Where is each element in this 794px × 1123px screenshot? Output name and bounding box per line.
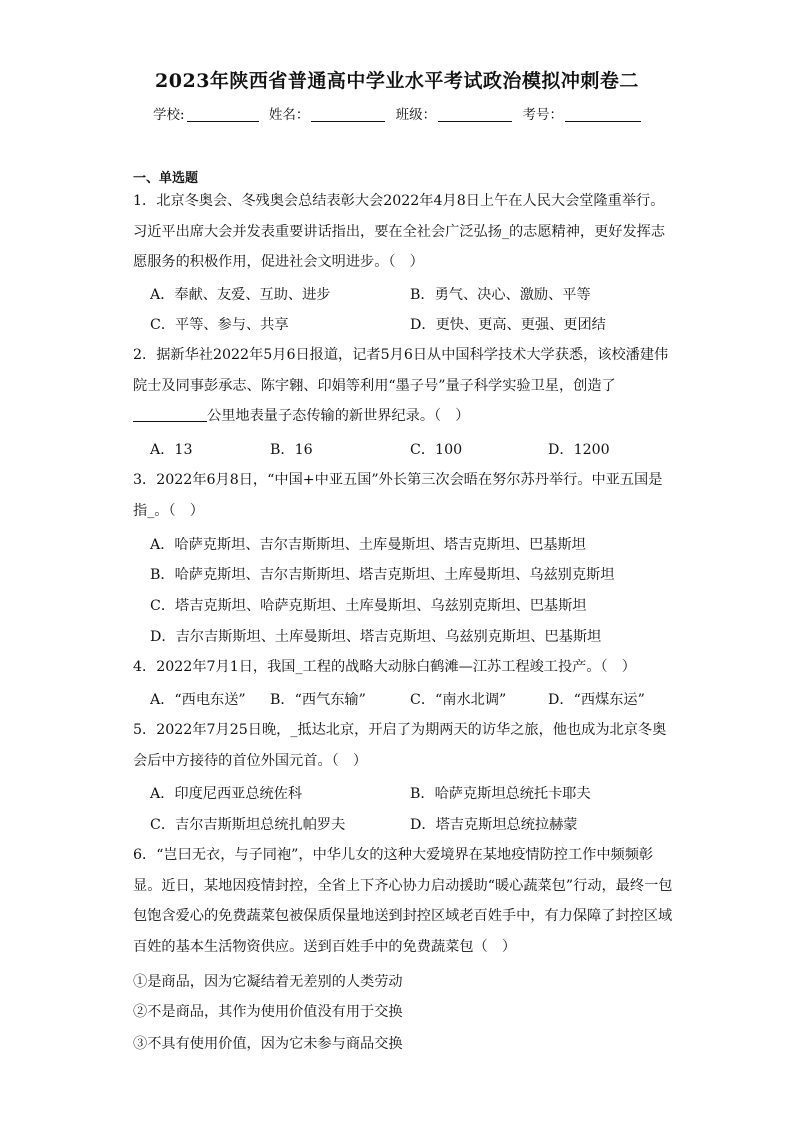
question-6-stem: 6．“岂曰无衣，与子同袍”，中华儿女的这种大爱境界在某地疫情防控工作中频频彰显。近日，某地因疫情封控，全省上下齐心协力启动援助“暖心蔬菜包”行动，最终一包包饱含爱心的免费蔬菜包被保质保量地送到封控区域老百姓手中，有力保障了封控区域百姓的基本生活物资供应。送到百姓手中的免费蔬菜包（ ） xyxy=(133,847,673,955)
question-2-stem xyxy=(133,340,673,432)
school-label: 学校: xyxy=(153,107,185,123)
school-blank xyxy=(187,120,259,122)
question-5-stem: 5．2022年7月25日晚，_抵达北京，开启了为期两天的访华之旅，他也成为北京冬奥会后中方接待的首位外国元首。（ ） xyxy=(133,722,667,769)
question-5-option-a: A．印度尼西亚总统佐科 xyxy=(150,786,303,802)
exam-no-field xyxy=(522,103,641,123)
class-field xyxy=(396,103,513,123)
name-blank xyxy=(311,120,385,122)
question-4-option-a: A．“西电东送” xyxy=(150,692,246,708)
question-2-option-d: D．1200 xyxy=(548,442,610,458)
exam-no-label: 考号： xyxy=(522,107,563,123)
name-field xyxy=(269,103,386,123)
name-label: 姓名： xyxy=(268,107,310,123)
question-1-option-d: D．更快、更高、更强、更团结 xyxy=(410,317,606,333)
question-2-option-c: C．100 xyxy=(410,442,463,458)
page-title: 2023年陕西省普通高中学业水平考试政治模拟冲刺卷二 xyxy=(155,70,639,92)
question-4-stem: 4．2022年7月1日，我国_工程的战略大动脉白鹤滩—江苏工程竣工投产。（ ） xyxy=(133,659,636,675)
question-1-option-a: A．奉献、友爱、互助、进步 xyxy=(150,287,331,303)
question-1-option-b: B．勇气、决心、激励、平等 xyxy=(410,287,591,303)
question-4-option-d: D．“西煤东运” xyxy=(548,692,645,708)
question-2-option-b: B．16 xyxy=(270,442,313,458)
section-heading: 一、单选题 xyxy=(133,171,199,186)
question-4-option-b: B．“西气东输” xyxy=(270,692,366,708)
student-info-line xyxy=(0,103,794,123)
question-3-option-d: D．吉尔吉斯斯坦、土库曼斯坦、塔吉克斯坦、乌兹别克斯坦、巴基斯坦 xyxy=(150,629,602,645)
question-6-statement-3: ③不具有使用价值，因为它未参与商品交换 xyxy=(133,1036,403,1052)
question-3-option-a: A．哈萨克斯坦、吉尔吉斯斯坦、土库曼斯坦、塔吉克斯坦、巴基斯坦 xyxy=(150,537,586,553)
question-3-option-b: B．哈萨克斯坦、吉尔吉斯斯坦、塔吉克斯坦、土库曼斯坦、乌兹别克斯坦 xyxy=(150,567,615,583)
question-6-statement-2: ②不是商品，其作为使用价值没有用于交换 xyxy=(133,1004,403,1020)
question-2-option-a: A．13 xyxy=(150,442,193,458)
question-1-option-c: C．平等、参与、共享 xyxy=(150,317,289,333)
question-5-option-c: C．吉尔吉斯斯坦总统扎帕罗夫 xyxy=(150,817,346,833)
question-6-statement-1: ①是商品，因为它凝结着无差别的人类劳动 xyxy=(133,974,403,990)
question-3-stem: 3．2022年6月8日，“中国+中亚五国”外长第三次会晤在努尔苏丹举行。中亚五国是指_。（ ） xyxy=(133,472,663,519)
question-5-option-d: D．塔吉克斯坦总统拉赫蒙 xyxy=(410,817,578,833)
class-label: 班级： xyxy=(395,107,437,123)
question-2-stem-tail: 公里地表量子态传输的新世界纪录。（ ） xyxy=(207,408,470,424)
question-5-option-b: B．哈萨克斯坦总统托卡耶夫 xyxy=(410,786,591,802)
question-2-stem-text: 2．据新华社2022年5月6日报道，记者5月6日从中国科学技术大学获悉，该校潘建伟院士及同事彭承志、陈宇翱、印娟等利用“墨子号”量子科学实验卫星，创造了 xyxy=(133,347,669,394)
question-3-option-c: C．塔吉克斯坦、哈萨克斯坦、土库曼斯坦、乌兹别克斯坦、巴基斯坦 xyxy=(150,598,587,614)
question-4-option-c: C．“南水北调” xyxy=(410,692,507,708)
question-2-blank xyxy=(133,420,207,422)
exam-no-blank xyxy=(565,120,641,122)
class-blank xyxy=(438,120,512,122)
question-1-stem: 1．北京冬奥会、冬残奥会总结表彰大会2022年4月8日上午在人民大会堂隆重举行。习近平出席大会并发表重要讲话指出，要在全社会广泛弘扬_的志愿精神，更好发挥志愿服务的积极作用，促进社会文明进步。（ ） xyxy=(133,193,666,270)
school-field xyxy=(153,103,259,123)
